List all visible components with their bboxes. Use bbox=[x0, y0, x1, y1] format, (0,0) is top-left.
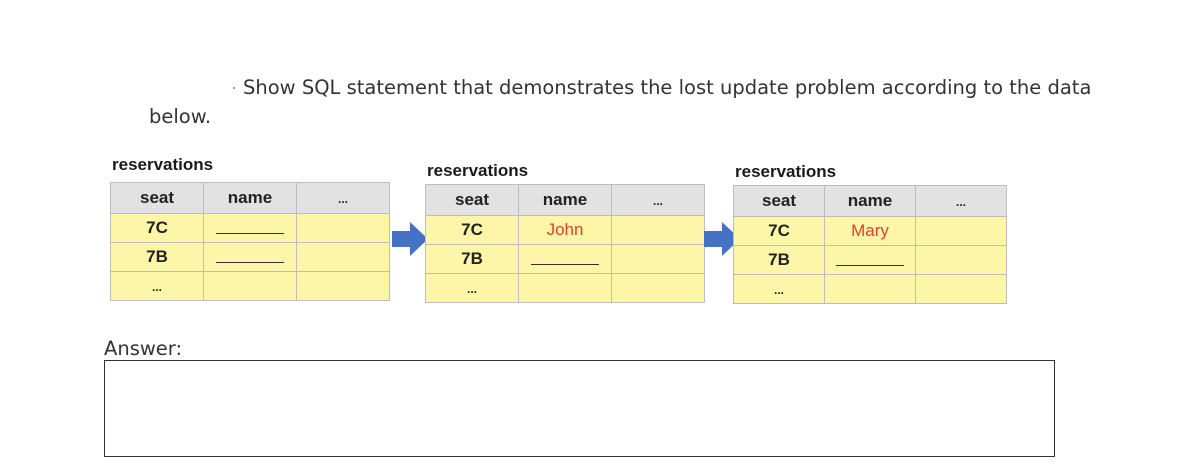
table-row bbox=[426, 245, 705, 274]
extra-cell bbox=[916, 246, 1007, 275]
reservations-table-after-mary bbox=[733, 185, 1007, 304]
extra-cell bbox=[297, 243, 390, 272]
answer-input[interactable] bbox=[104, 360, 1055, 457]
name-cell bbox=[825, 275, 916, 304]
name-cell: Mary bbox=[825, 217, 916, 246]
table-header-row bbox=[111, 183, 390, 214]
bullet-marker bbox=[233, 87, 235, 89]
column-header-seat: seat bbox=[111, 183, 204, 214]
reservations-table-after-john bbox=[425, 184, 705, 303]
seat-cell-ellipsis: ... bbox=[111, 272, 204, 301]
reservations-table-initial bbox=[110, 182, 390, 301]
answer-label: Answer: bbox=[104, 337, 183, 360]
column-header-more: ... bbox=[916, 186, 1007, 217]
name-cell bbox=[204, 272, 297, 301]
seat-cell-ellipsis: ... bbox=[426, 274, 519, 303]
column-header-name: name bbox=[519, 185, 612, 216]
table-3-title: reservations bbox=[735, 162, 837, 181]
table-row bbox=[111, 243, 390, 272]
table-row bbox=[734, 217, 1007, 246]
extra-cell bbox=[297, 272, 390, 301]
column-header-name: name bbox=[825, 186, 916, 217]
table-row bbox=[734, 275, 1007, 304]
table-row bbox=[734, 246, 1007, 275]
table-row bbox=[111, 214, 390, 243]
extra-cell bbox=[297, 214, 390, 243]
extra-cell bbox=[916, 217, 1007, 246]
name-cell-blank bbox=[204, 214, 297, 243]
extra-cell bbox=[612, 216, 705, 245]
question-text-continuation: below. bbox=[149, 105, 212, 128]
table-1-title: reservations bbox=[112, 155, 214, 174]
table-header-row bbox=[426, 185, 705, 216]
table-row bbox=[426, 274, 705, 303]
name-cell-blank bbox=[519, 245, 612, 274]
seat-cell: 7B bbox=[111, 243, 204, 272]
extra-cell bbox=[916, 275, 1007, 304]
column-header-seat: seat bbox=[734, 186, 825, 217]
name-cell bbox=[519, 274, 612, 303]
extra-cell bbox=[612, 274, 705, 303]
seat-cell: 7B bbox=[426, 245, 519, 274]
seat-cell: 7B bbox=[734, 246, 825, 275]
column-header-name: name bbox=[204, 183, 297, 214]
question-text: Show SQL statement that demonstrates the lost update problem according to the data bbox=[243, 76, 1092, 99]
extra-cell bbox=[612, 245, 705, 274]
name-cell: John bbox=[519, 216, 612, 245]
name-cell-blank bbox=[204, 243, 297, 272]
name-cell-blank bbox=[825, 246, 916, 275]
column-header-more: ... bbox=[297, 183, 390, 214]
seat-cell: 7C bbox=[734, 217, 825, 246]
column-header-more: ... bbox=[612, 185, 705, 216]
seat-cell: 7C bbox=[111, 214, 204, 243]
column-header-seat: seat bbox=[426, 185, 519, 216]
table-row bbox=[426, 216, 705, 245]
seat-cell-ellipsis: ... bbox=[734, 275, 825, 304]
right-arrow-icon bbox=[392, 222, 428, 256]
table-header-row bbox=[734, 186, 1007, 217]
seat-cell: 7C bbox=[426, 216, 519, 245]
table-row bbox=[111, 272, 390, 301]
table-2-title: reservations bbox=[427, 161, 529, 180]
